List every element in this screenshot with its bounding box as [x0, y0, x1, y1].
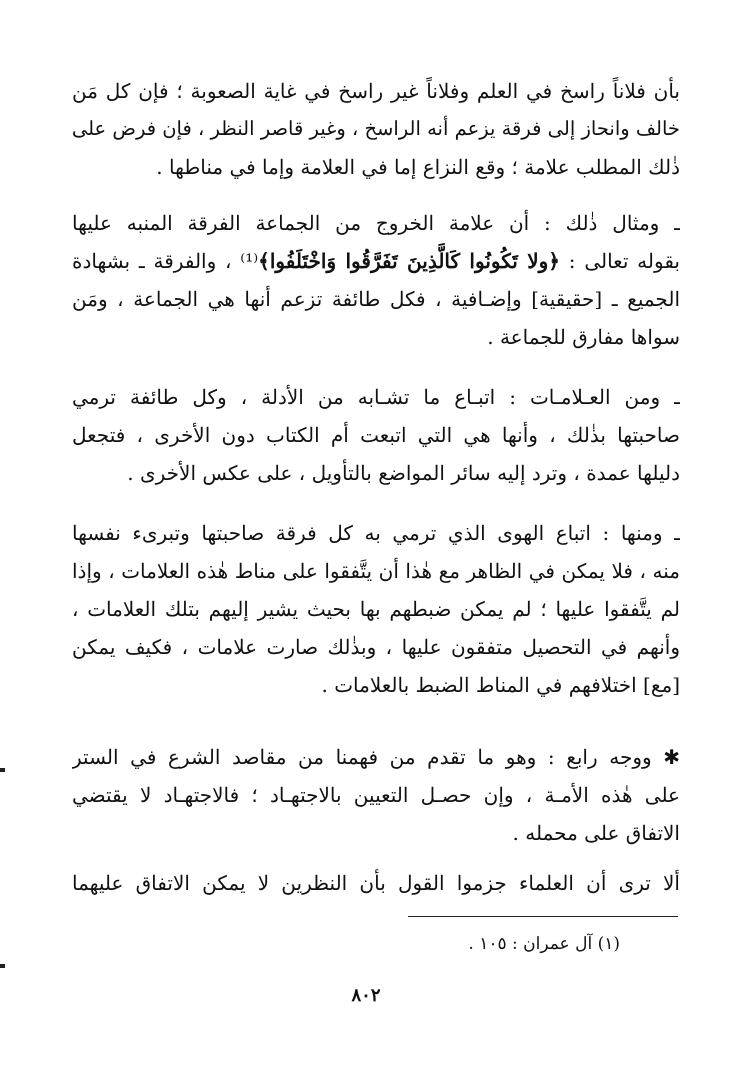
- text-line: ـ ومنها : اتباع الهوى الذي ترمي به كل فرقة صاحبتها وتبرىء نفسها: [72, 521, 680, 545]
- paragraph-2: [72, 204, 680, 356]
- text-line: الاتفاق على محمله .: [512, 821, 680, 845]
- text-line: ✱ ووجه رابع : وهو ما تقدم من فهمنا من مقاصد الشرع في الستر: [72, 745, 680, 769]
- scan-edge-mark: [0, 964, 5, 968]
- text-line: لم يتَّفقوا عليها ؛ لم يمكن ضبطهم بها بحيث يشير إليهم بتلك العلامات ،: [72, 597, 680, 621]
- paragraph-6: [72, 864, 680, 902]
- paragraph-3: [72, 378, 680, 492]
- text-line: وأنهم في التحصيل متفقون عليها ، وبذٰلك صارت علامات ، فكيف يمكن: [72, 635, 680, 659]
- text-line: بأن فلاناً راسخ في العلم وفلاناً غير راسخ في غاية الصعوبة ؛ فإن كل مَن: [72, 79, 680, 103]
- text-line: ـ ومن العـلامـات : اتبـاع ما تشـابه من الأدلة ، وكل طائفة ترمي: [72, 385, 680, 409]
- text-line: على هٰذه الأمـة ، وإن حصـل التعيين بالاجتهـاد ؛ فالاجتهـاد لا يقتضي: [72, 783, 680, 807]
- text-line: صاحبتها بذٰلك ، وأنها هي التي اتبعت أم الكتاب دون الأخرى ، فتجعل: [72, 423, 680, 447]
- footnote-divider: [408, 916, 678, 917]
- quran-intro: بقوله تعالى :: [560, 249, 680, 273]
- quran-verse: ﴿ولا تَكُونُوا كَالَّذِينَ تَفَرَّقُوا وَاخْتَلَفُوا﴾: [258, 249, 561, 273]
- text-line: خالف وانحاز إلى فرقة يزعم أنه الراسخ ، وغير قاصر النظر ، فإن فرض على: [72, 117, 680, 140]
- text-line: ذٰلك المطلب علامة ؛ وقع النزاع إما في العلامة وإما في مناطها .: [156, 155, 680, 179]
- text-line: الجميع ـ [حقيقية] وإضـافية ، فكل طائفة تزعم أنها هي الجماعة ، ومَن: [72, 287, 680, 311]
- text-line: ألا ترى أن العلماء جزموا القول بأن النظرين لا يمكن الاتفاق عليهما: [72, 871, 680, 895]
- text-line: منه ، فلا يمكن في الظاهر مع هٰذا أن يتَّفقوا على مناط هٰذه العلامات ، وإذا: [72, 559, 680, 583]
- text-line: [مع] اختلافهم في المناط الضبط بالعلامات .: [321, 673, 680, 697]
- page-number: ٨٠٢: [351, 985, 381, 1006]
- scan-edge-mark: [0, 768, 5, 772]
- quran-citation-line: [72, 242, 680, 280]
- text-line: ـ ومثال ذٰلك : أن علامة الخروج من الجماعة الفرقة المنبه عليها: [72, 211, 680, 235]
- footnote: (١) آل عمران : ١٠٥ .: [468, 934, 620, 954]
- paragraph-5: [72, 738, 680, 852]
- text-line: دليلها عمدة ، وترد إليه سائر المواضع بالتأويل ، على عكس الأخرى .: [127, 461, 680, 485]
- paragraph-1: [72, 72, 680, 186]
- quran-after: ⁽¹⁾ ، والفرقة ـ بشهادة: [72, 249, 259, 273]
- text-line: سواها مفارق للجماعة .: [487, 325, 680, 349]
- paragraph-4: [72, 514, 680, 704]
